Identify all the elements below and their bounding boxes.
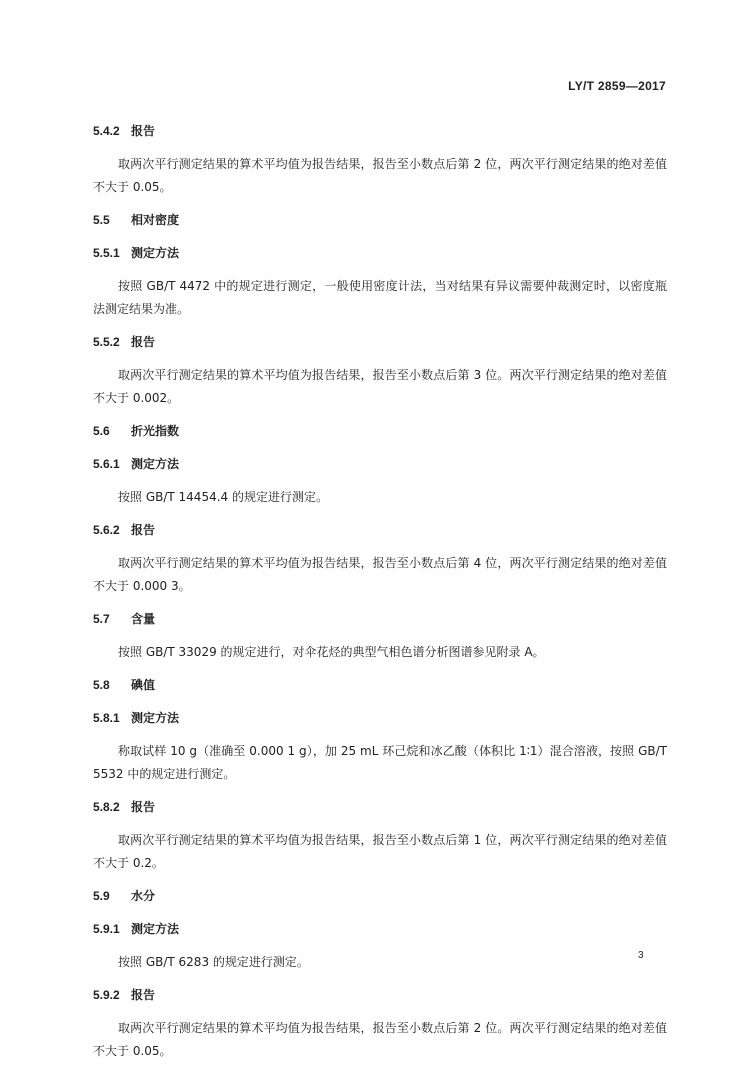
section-number: 5.8 xyxy=(93,678,110,692)
section-title: 碘值 xyxy=(131,678,156,692)
section-number: 5.8.2 xyxy=(93,800,120,814)
section-heading xyxy=(93,608,667,631)
section-heading xyxy=(93,242,667,265)
section-number: 5.9.2 xyxy=(93,988,120,1002)
section-number: 5.7 xyxy=(93,612,110,626)
section-title: 相对密度 xyxy=(131,213,180,227)
section-number: 5.9.1 xyxy=(93,922,120,936)
section-heading xyxy=(93,984,667,1007)
section-number: 5.6.1 xyxy=(93,457,120,471)
section-paragraph: 按照 GB/T 33029 的规定进行，对伞花烃的典型气相色谱分析图谱参见附录 A。 xyxy=(118,645,545,659)
section-paragraph: 按照 GB/T 4472 中的规定进行测定，一般使用密度计法，当对结果有异议需要仲裁测定时，以密度瓶法测定结果为准。 xyxy=(93,279,667,316)
section-heading xyxy=(93,209,667,232)
section-heading xyxy=(93,796,667,819)
section-title: 含量 xyxy=(131,612,156,626)
section-number: 5.8.1 xyxy=(93,711,120,725)
section-title: 折光指数 xyxy=(131,424,180,438)
section-heading xyxy=(93,420,667,443)
section-title: 报告 xyxy=(131,988,156,1002)
section-paragraph: 取两次平行测定结果的算术平均值为报告结果，报告至小数点后第 2 位。两次平行测定结果的绝对差值不大于 0.05。 xyxy=(93,1021,667,1058)
section-title: 报告 xyxy=(131,335,156,349)
section-paragraph: 按照 GB/T 6283 的规定进行测定。 xyxy=(118,955,309,969)
section-number: 5.6 xyxy=(93,424,110,438)
section-heading xyxy=(93,674,667,697)
document-body xyxy=(93,120,667,1073)
section-title: 测定方法 xyxy=(131,246,180,260)
section-title: 报告 xyxy=(131,124,156,138)
section-title: 报告 xyxy=(131,523,156,537)
section-number: 5.9 xyxy=(93,889,110,903)
section-number: 5.5 xyxy=(93,213,110,227)
section-number: 5.5.1 xyxy=(93,246,120,260)
section-heading xyxy=(93,453,667,476)
standard-number: LY/T 2859—2017 xyxy=(568,79,666,93)
section-heading xyxy=(93,707,667,730)
section-paragraph: 称取试样 10 g（准确至 0.000 1 g），加 25 mL 环己烷和冰乙酸（体积比 1∶1）混合溶液，按照 GB/T 5532 中的规定进行测定。 xyxy=(93,744,667,781)
section-heading xyxy=(93,120,667,143)
section-paragraph: 取两次平行测定结果的算术平均值为报告结果，报告至小数点后第 1 位，两次平行测定结果的绝对差值不大于 0.2。 xyxy=(93,833,667,870)
section-heading xyxy=(93,885,667,908)
section-paragraph: 取两次平行测定结果的算术平均值为报告结果，报告至小数点后第 3 位。两次平行测定结果的绝对差值不大于 0.002。 xyxy=(93,368,667,405)
section-paragraph: 按照 GB/T 14454.4 的规定进行测定。 xyxy=(118,490,328,504)
section-title: 水分 xyxy=(131,889,156,903)
section-title: 测定方法 xyxy=(131,711,180,725)
section-heading xyxy=(93,519,667,542)
section-title: 测定方法 xyxy=(131,922,180,936)
section-title: 测定方法 xyxy=(131,457,180,471)
section-heading xyxy=(93,331,667,354)
section-number: 5.5.2 xyxy=(93,335,120,349)
section-number: 5.6.2 xyxy=(93,523,120,537)
section-heading xyxy=(93,918,667,941)
section-title: 报告 xyxy=(131,800,156,814)
section-paragraph: 取两次平行测定结果的算术平均值为报告结果，报告至小数点后第 2 位，两次平行测定结果的绝对差值不大于 0.05。 xyxy=(93,157,667,194)
section-number: 5.4.2 xyxy=(93,124,120,138)
section-paragraph: 取两次平行测定结果的算术平均值为报告结果，报告至小数点后第 4 位，两次平行测定结果的绝对差值不大于 0.000 3。 xyxy=(93,556,667,593)
page-number: 3 xyxy=(638,950,644,961)
